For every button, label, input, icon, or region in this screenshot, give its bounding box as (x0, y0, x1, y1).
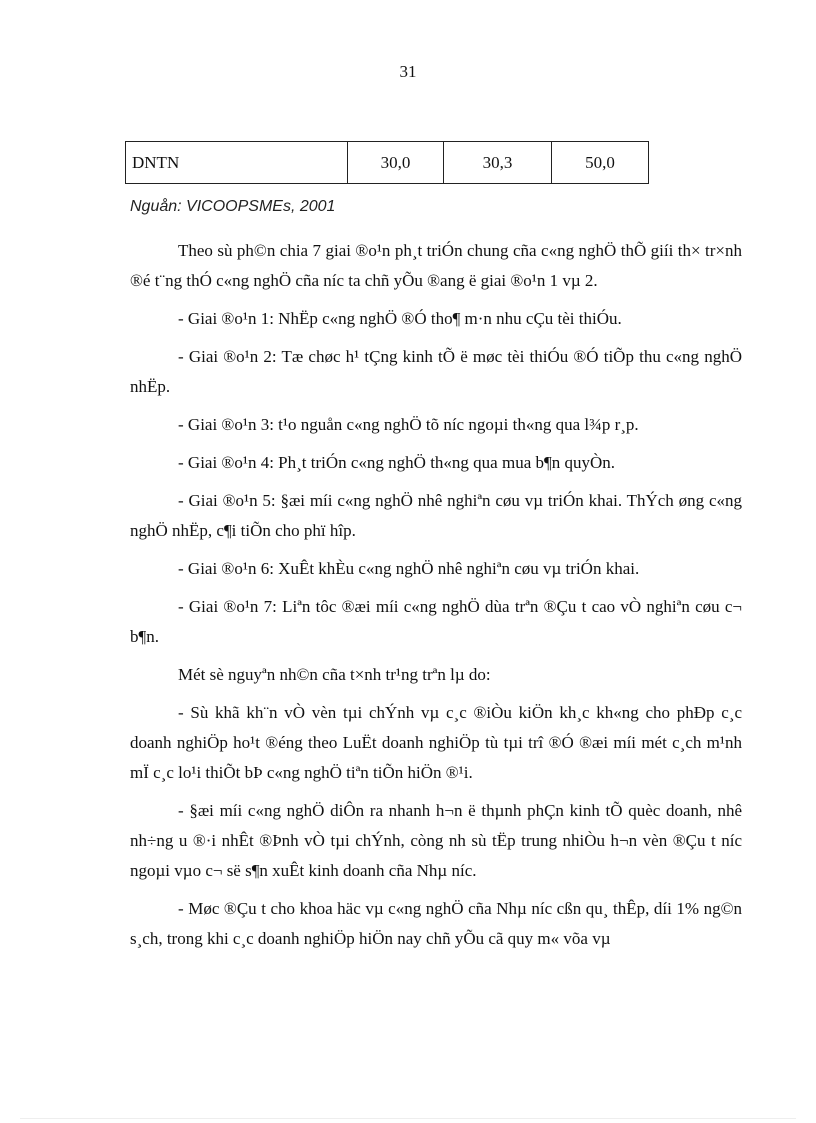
body-text (130, 236, 742, 962)
table-row (126, 142, 649, 184)
paragraph: Theo sù ph©n chia 7 giai ®o¹n ph¸t triÓn chung cña c«ng nghÖ thÕ giíi th× tr×nh ®é t¨ng thÓ c«ng nghÖ cña níc ta chñ yÕu ®ang ë giai ®o¹n 1 vµ 2. (130, 241, 742, 290)
paragraph: Mét sè nguyªn nh©n cña t×nh tr¹ng trªn lµ do: (178, 665, 491, 684)
paragraph: - Giai ®o¹n 2: Tæ chøc h¹ tÇng kinh tÕ ë møc tèi thiÓu ®Ó tiÕp thu c«ng nghÖ nhËp. (130, 347, 742, 396)
source-note: Nguån: VICOOPSMEs, 2001 (130, 198, 336, 215)
paragraph: - Giai ®o¹n 3: t¹o nguån c«ng nghÖ tõ níc ngoµi th«ng qua l¾p r¸p. (178, 415, 639, 434)
page-number: 31 (399, 62, 417, 81)
paragraph: - Giai ®o¹n 1: NhËp c«ng nghÖ ®Ó tho¶ m·n nhu cÇu tèi thiÓu. (178, 309, 622, 328)
paragraph: - Sù khã kh¨n vÒ vèn tµi chÝnh vµ c¸c ®iÒu kiÖn kh¸c kh«ng cho phÐp c¸c doanh nghiÖp ho¹t ®éng theo LuËt doanh nghiÖp tù tµi trî ®Ó ®æi míi mét c¸ch m¹nh mÏ c¸c lo¹i thiÕt bÞ c«ng nghÖ tiªn tiÕn hiÖn ®¹i. (130, 703, 742, 782)
table-cell: DNTN (126, 142, 348, 184)
paragraph: - §æi míi c«ng nghÖ diÔn ra nhanh h¬n ë thµnh phÇn kinh tÕ quèc doanh, nhê nh÷ng u ®·i nhÊt ®Þnh vÒ tµi chÝnh, còng nh sù tËp trung nhiÒu h¬n vèn ®Çu t níc ngoµi vµo c¬ së s¶n xuÊt kinh doanh cña Nhµ níc. (130, 801, 742, 880)
data-table (125, 141, 649, 184)
table-cell: 50,0 (552, 142, 649, 184)
paragraph: - Møc ®Çu t cho khoa häc vµ c«ng nghÖ cña Nhµ níc cßn qu¸ thÊp, díi 1% ng©n s¸ch, trong khi c¸c doanh nghiÖp hiÖn nay chñ yÕu cã quy m« võa vµ (130, 899, 742, 948)
table-cell: 30,0 (348, 142, 444, 184)
paragraph: - Giai ®o¹n 6: XuÊt khÈu c«ng nghÖ nhê nghiªn cøu vµ triÓn khai. (178, 559, 640, 578)
paragraph: - Giai ®o¹n 5: §æi míi c«ng nghÖ nhê nghiªn cøu vµ triÓn khai. ThÝch øng c«ng nghÖ nhËp, c¶i tiÕn cho phï hîp. (130, 491, 742, 540)
table-cell: 30,3 (444, 142, 552, 184)
page-bottom-divider (20, 1118, 796, 1119)
paragraph: - Giai ®o¹n 4: Ph¸t triÓn c«ng nghÖ th«ng qua mua b¶n quyÒn. (178, 453, 615, 472)
paragraph: - Giai ®o¹n 7: Liªn tôc ®æi míi c«ng nghÖ dùa trªn ®Çu t cao vÒ nghiªn cøu c¬ b¶n. (130, 597, 742, 646)
